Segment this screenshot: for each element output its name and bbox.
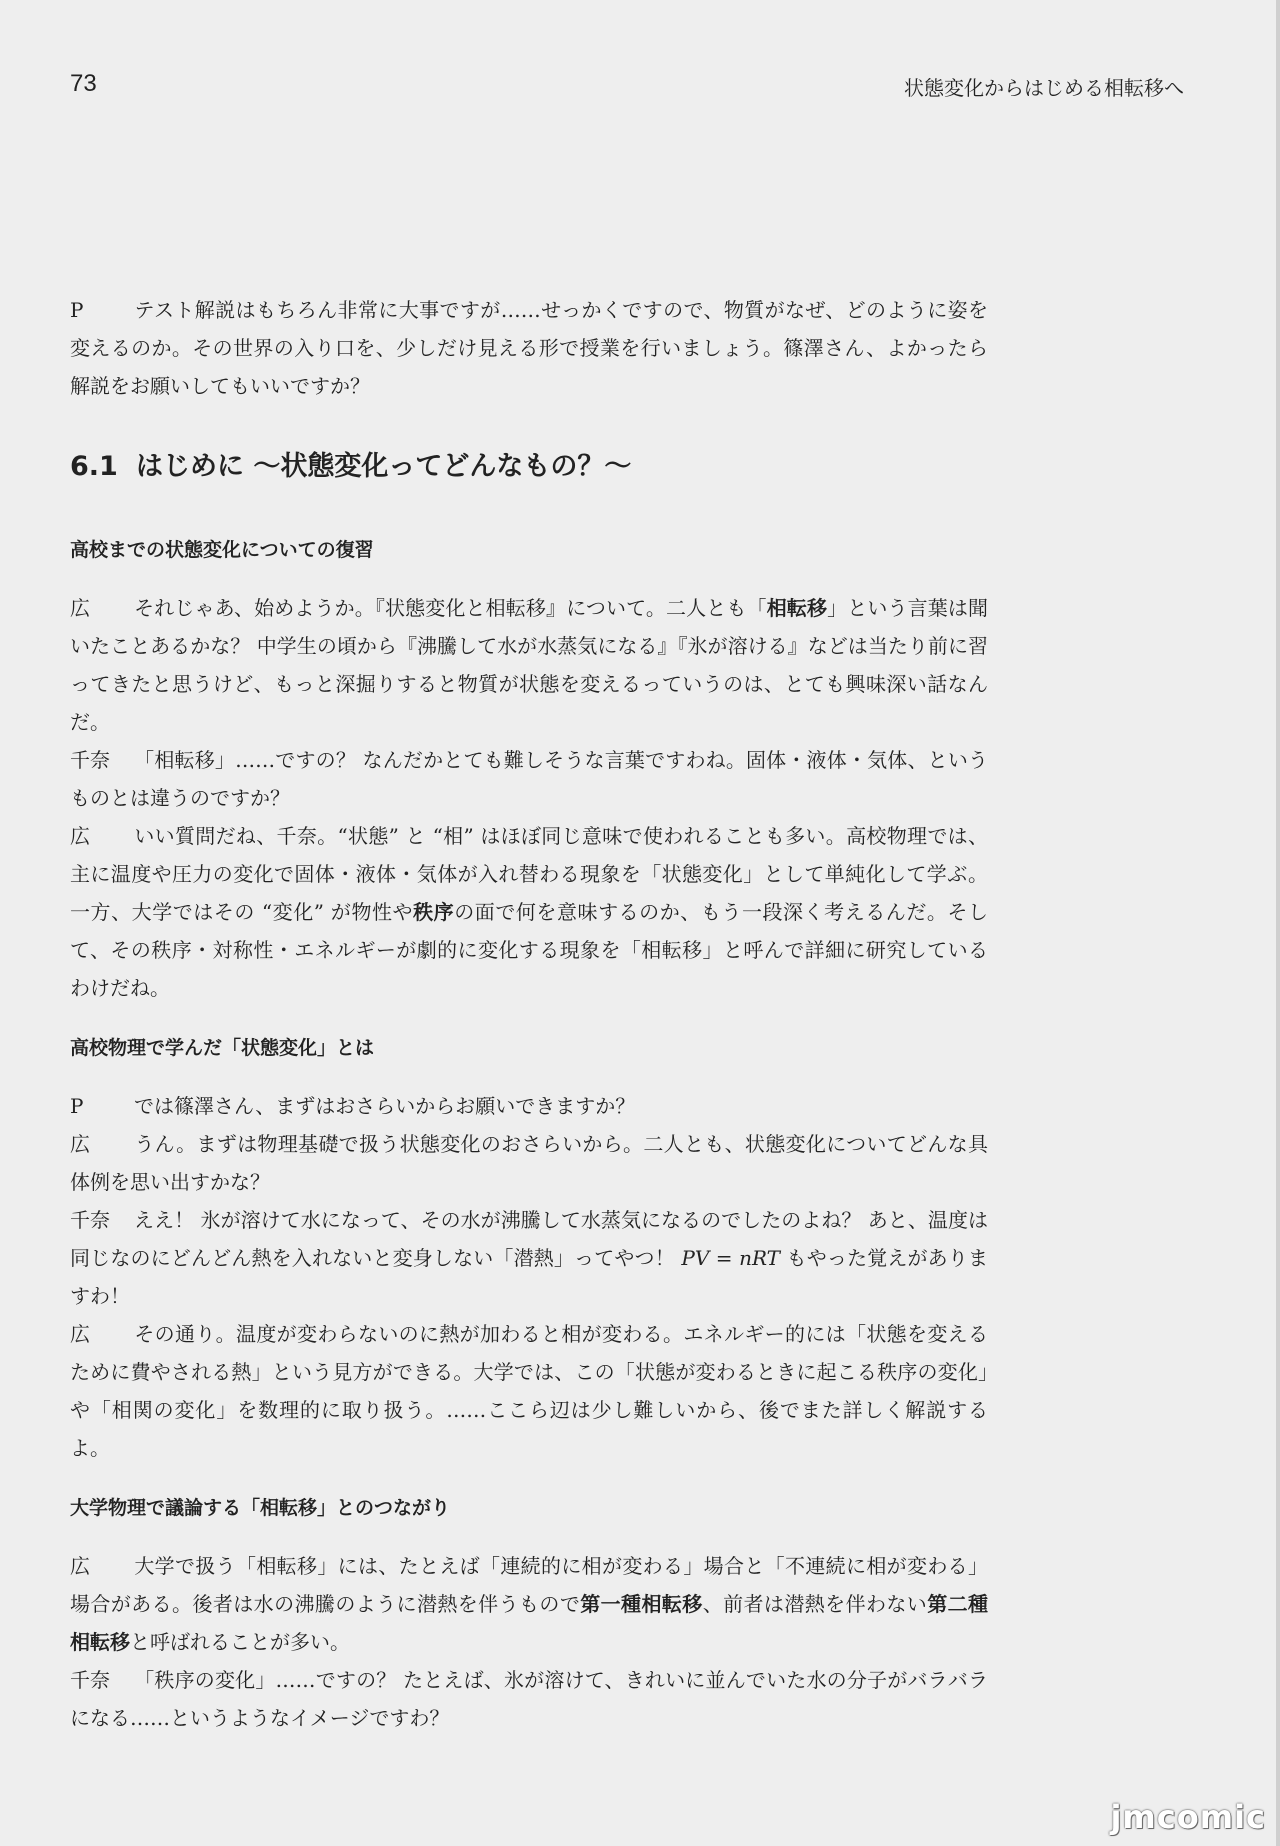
- speaker-label: 広: [70, 1322, 90, 1346]
- dialogue-text: では篠澤さん、まずはおさらいからお願いできますか？: [134, 1094, 636, 1118]
- dialogue-paragraph: [70, 1201, 988, 1315]
- dialogue-text: それじゃあ、始めようか。『状態変化と相転移』について。二人とも「: [134, 596, 767, 620]
- page-body: [70, 291, 988, 1737]
- running-title: 状態変化からはじめる相転移へ: [904, 76, 1184, 100]
- subsection-heading: 高校物理で学んだ「状態変化」とは: [70, 1037, 375, 1059]
- section-heading: [70, 447, 988, 487]
- dialogue-text: 、前者は潜熱を伴わない: [702, 1592, 928, 1616]
- bold-term: 第二種相転移: [70, 1592, 989, 1654]
- dialogue-paragraph: [70, 1125, 988, 1201]
- dialogue-paragraph: [70, 1087, 988, 1125]
- dialogue-text: ええ！ 氷が溶けて水になって、その水が沸騰して水蒸気になるのでしたのよね？ あと、温度は同じなのにどんどん熱を入れないと変身しない「潜熱」ってやつ！: [70, 1208, 988, 1270]
- section-number: 6.1: [70, 451, 118, 482]
- speaker-label: 千奈: [70, 1208, 110, 1232]
- bold-term: 相転移: [766, 596, 828, 620]
- dialogue-text: 「相転移」……ですの？ なんだかとても難しそうな言葉ですわね。固体・液体・気体、というものとは違うのですか？: [70, 748, 988, 810]
- section-title: はじめに ～状態変化ってどんなもの？～: [136, 451, 632, 482]
- dialogue-paragraph: [70, 589, 988, 741]
- dialogue-text: もやった覚えがありますわ！: [70, 1246, 988, 1308]
- dialogue-paragraph: [70, 1661, 988, 1737]
- dialogue-paragraph: [70, 817, 988, 1007]
- speaker-label: 広: [70, 1132, 90, 1156]
- bold-term: 秩序: [413, 900, 455, 924]
- speaker-label: 広: [70, 1554, 90, 1578]
- dialogue-text: うん。まずは物理基礎で扱う状態変化のおさらいから。二人とも、状態変化についてどんな具体例を思い出すかな？: [70, 1132, 988, 1194]
- dialogue-text: の面で何を意味するのか、もう一段深く考えるんだ。そして、その秩序・対称性・エネルギーが劇的に変化する現象を「相転移」と呼んで詳細に研究しているわけだね。: [70, 900, 989, 1000]
- bold-term: 第一種相転移: [580, 1592, 703, 1616]
- subsection-heading: 大学物理で議論する「相転移」とのつながり: [70, 1497, 451, 1519]
- speaker-label: 広: [70, 596, 90, 620]
- watermark-logo: jmcomic: [1110, 1798, 1266, 1836]
- dialogue-text: と呼ばれることが多い。: [130, 1630, 350, 1654]
- dialogue-text: 」という言葉は聞いたことあるかな？ 中学生の頃から『沸騰して水が水蒸気になる』『氷が溶ける』などは当たり前に習ってきたと思うけど、もっと深掘りすると物質が状態を変えるっていうのは、とても興味深い話なんだ。: [70, 596, 989, 734]
- math-formula: PV = nRT: [681, 1246, 781, 1270]
- speaker-label: 千奈: [70, 748, 110, 772]
- dialogue-text: その通り。温度が変わらないのに熱が加わると相が変わる。エネルギー的には「状態を変えるために費やされる熱」という見方ができる。大学では、この「状態が変わるときに起こる秩序の変化」や「相関の変化」を数理的に取り扱う。……ここら辺は少し難しいから、後でまた詳しく解説するよ。: [70, 1322, 988, 1460]
- page-number: 73: [70, 70, 97, 97]
- dialogue-paragraph: [70, 1547, 988, 1661]
- speaker-label: 千奈: [70, 1668, 110, 1692]
- dialogue-paragraph: [70, 741, 988, 817]
- dialogue-text: いい質問だね、千奈。“状態” と “相” はほぼ同じ意味で使われることも多い。高校物理では、主に温度や圧力の変化で固体・液体・気体が入れ替わる現象を「状態変化」として単純化して学ぶ。一方、大学ではその “変化” が物性や: [70, 824, 988, 924]
- subsection-heading: 高校までの状態変化についての復習: [70, 539, 374, 561]
- dialogue-text: 大学で扱う「相転移」には、たとえば「連続的に相が変わる」場合と「不連続に相が変わる」場合がある。後者は水の沸騰のように潜熱を伴うもので: [70, 1554, 988, 1616]
- dialogue-text: 「秩序の変化」……ですの？ たとえば、氷が溶けて、きれいに並んでいた水の分子がバラバラになる……というようなイメージですわ？: [70, 1668, 988, 1730]
- speaker-label: P: [70, 298, 84, 322]
- page-edge: [1276, 0, 1280, 1846]
- dialogue-text: テスト解説はもちろん非常に大事ですが……せっかくですので、物質がなぜ、どのように姿を変えるのか。その世界の入り口を、少しだけ見える形で授業を行いましょう。篠澤さん、よかったら解説をお願いしてもいいですか？: [70, 298, 988, 398]
- speaker-label: P: [70, 1094, 84, 1118]
- dialogue-paragraph: [70, 1315, 988, 1467]
- intro-paragraph: [70, 291, 988, 405]
- speaker-label: 広: [70, 824, 90, 848]
